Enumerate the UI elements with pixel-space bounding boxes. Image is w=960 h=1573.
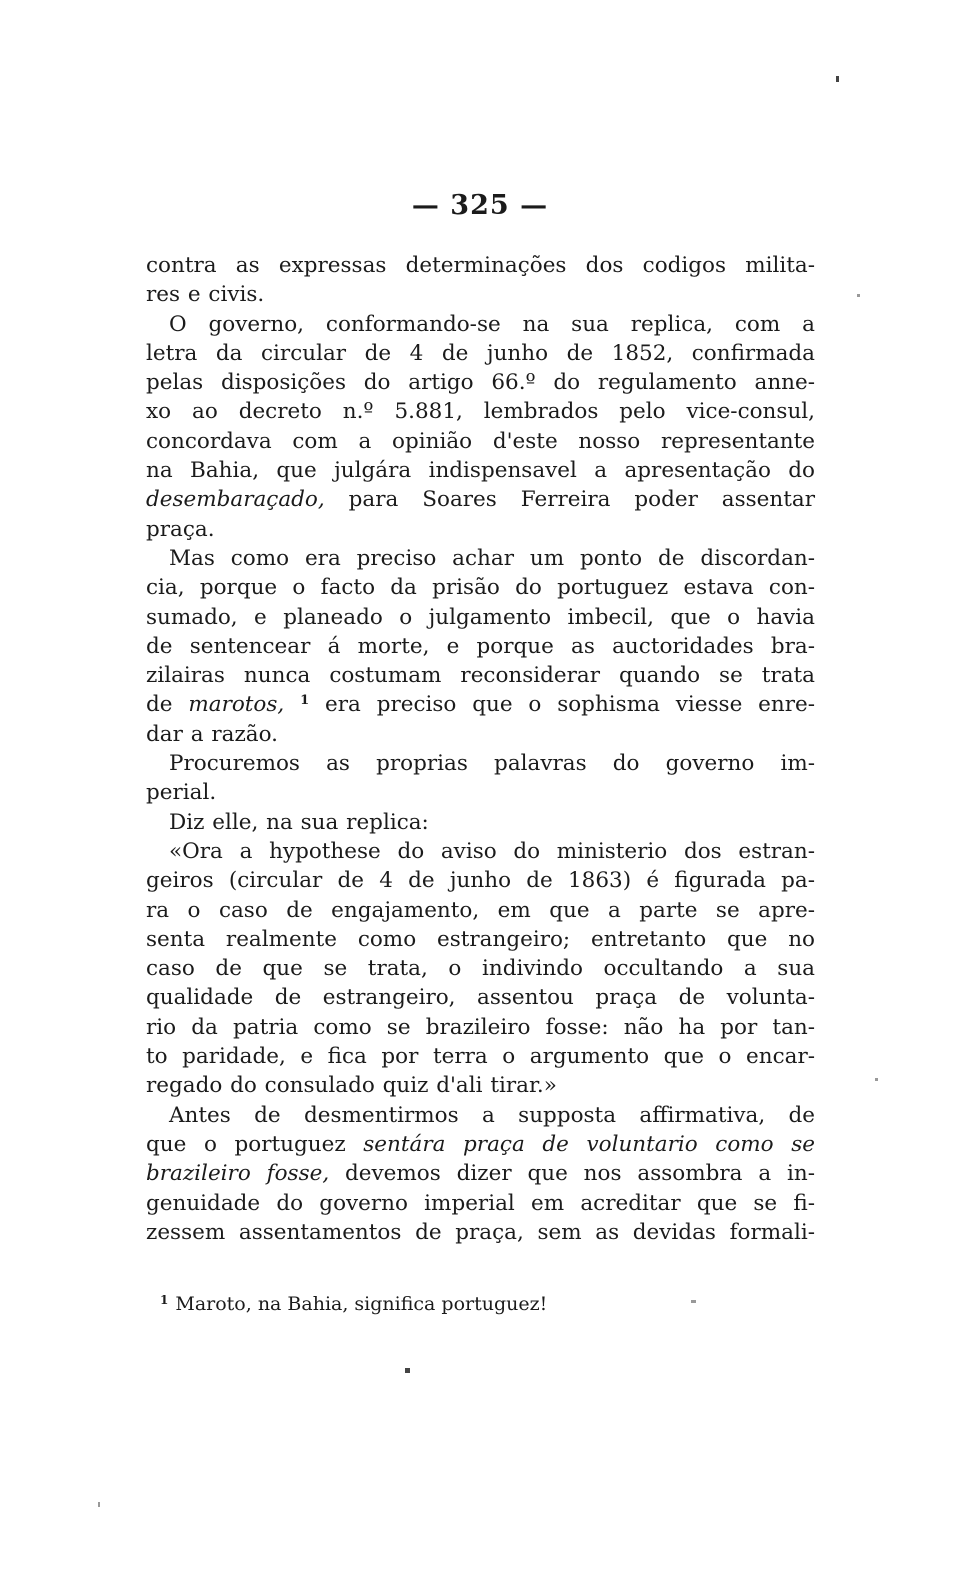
text-line [146, 485, 815, 514]
text-line [146, 397, 815, 426]
text-segment: «Ora a hypothese do aviso do ministerio dos estran- [169, 838, 815, 864]
text-line [146, 1159, 815, 1188]
text-line [146, 1042, 815, 1071]
text-block [146, 251, 815, 1247]
text-segment: perial. [146, 780, 217, 806]
text-segment: para Soares Ferreira poder assentar [324, 487, 815, 513]
text-segment: Mas como era preciso achar um ponto de discordan- [169, 545, 815, 571]
text-segment: praça. [146, 516, 215, 542]
text-segment: O governo, conformando-se na sua replica, com a [169, 311, 815, 337]
text-segment: na Bahia, que julgára indispensavel a apresentação do [146, 458, 815, 484]
text-line [146, 837, 815, 866]
text-segment [284, 692, 300, 717]
text-segment: que o portuguez [146, 1131, 364, 1157]
text-line [146, 310, 815, 339]
text-segment: letra da circular de 4 de junho de 1852, confirmada [146, 340, 815, 366]
text-segment: zessem assentamentos de praça, sem as devidas formali- [146, 1219, 815, 1245]
scan-speck [691, 1300, 696, 1303]
text-line [146, 573, 815, 602]
text-line [146, 632, 815, 661]
italic-text: marotos, [188, 692, 285, 718]
text-line [146, 456, 815, 485]
text-line [146, 808, 815, 837]
text-segment: rio da patria como se brazileiro fosse: não ha por tan- [146, 1014, 815, 1040]
text-line [146, 339, 815, 368]
text-line [146, 427, 815, 456]
italic-text: sentára praça de voluntario como se [363, 1131, 815, 1157]
scan-speck [98, 1502, 100, 1507]
text-line [146, 866, 815, 895]
text-segment: genuidade do governo imperial em acreditar que se fi- [146, 1190, 815, 1216]
text-line [146, 1130, 815, 1159]
text-line [146, 778, 815, 807]
text-segment: cia, porque o facto da prisão do portuguez estava con- [146, 575, 815, 601]
footnote-text: Maroto, na Bahia, significa portuguez! [175, 1293, 548, 1315]
text-line [146, 896, 815, 925]
text-segment: devemos dizer que nos assombra a in- [329, 1161, 815, 1187]
text-line [146, 1071, 815, 1100]
text-segment: Antes de desmentirmos a supposta affirmativa, de [169, 1102, 815, 1128]
text-line [146, 1218, 815, 1247]
italic-text: desembaraçado, [146, 487, 325, 513]
text-line [146, 954, 815, 983]
text-segment: senta realmente como estrangeiro; entretanto que no [146, 926, 815, 952]
text-segment: regado do consulado quiz d'ali tirar.» [146, 1073, 557, 1099]
text-line [146, 603, 815, 632]
footnote-marker: 1 [160, 1293, 169, 1307]
scan-speck [857, 294, 860, 297]
text-line [146, 251, 815, 280]
text-segment: ra o caso de engajamento, em que a parte se apre- [146, 897, 815, 923]
text-line [146, 1189, 815, 1218]
page-number: — 325 — [411, 190, 549, 221]
text-segment: xo ao decreto n.º 5.881, lembrados pelo vice-consul, [146, 399, 815, 425]
text-line [146, 280, 815, 309]
text-segment: Diz elle, na sua replica: [169, 809, 429, 835]
scan-speck [875, 1078, 878, 1081]
text-line [146, 1101, 815, 1130]
text-segment: de sentencear á morte, e porque as auctoridades bra- [146, 633, 815, 659]
text-segment: zilairas nunca costumam reconsiderar quando se trata [146, 663, 815, 689]
text-line [146, 515, 815, 544]
text-segment: geiros (circular de 4 de junho de 1863) é figurada pa- [146, 868, 815, 894]
text-line [146, 720, 815, 749]
text-segment: era preciso que o sophisma viesse enre- [309, 692, 815, 718]
text-segment: res e civis. [146, 282, 265, 308]
text-line [146, 1013, 815, 1042]
text-line [146, 690, 815, 719]
text-line [146, 983, 815, 1012]
text-segment: dar a razão. [146, 721, 278, 747]
text-line [146, 368, 815, 397]
text-segment: concordava com a opinião d'este nosso representante [146, 428, 815, 454]
text-segment: caso de que se trata, o indivindo occultando a sua [146, 956, 815, 982]
footnote-ref: 1 [300, 693, 310, 709]
scan-speck [405, 1368, 410, 1373]
text-segment: pelas disposições do artigo 66.º do regulamento anne- [146, 370, 815, 396]
text-segment: Procuremos as proprias palavras do governo im- [169, 751, 815, 777]
text-line [146, 661, 815, 690]
text-segment: contra as expressas determinações dos codigos milita- [146, 253, 815, 278]
italic-text: brazileiro fosse, [146, 1161, 330, 1187]
text-segment: de [146, 692, 189, 718]
scan-speck [836, 76, 839, 82]
text-segment: sumado, e planeado o julgamento imbecil, que o havia [146, 604, 815, 630]
footnote [146, 1287, 815, 1317]
text-line [146, 749, 815, 778]
text-line [146, 544, 815, 573]
text-segment: qualidade de estrangeiro, assentou praça de volunta- [146, 985, 815, 1011]
text-segment: to paridade, e fica por terra o argumento que o encar- [146, 1044, 815, 1070]
text-line [146, 925, 815, 954]
